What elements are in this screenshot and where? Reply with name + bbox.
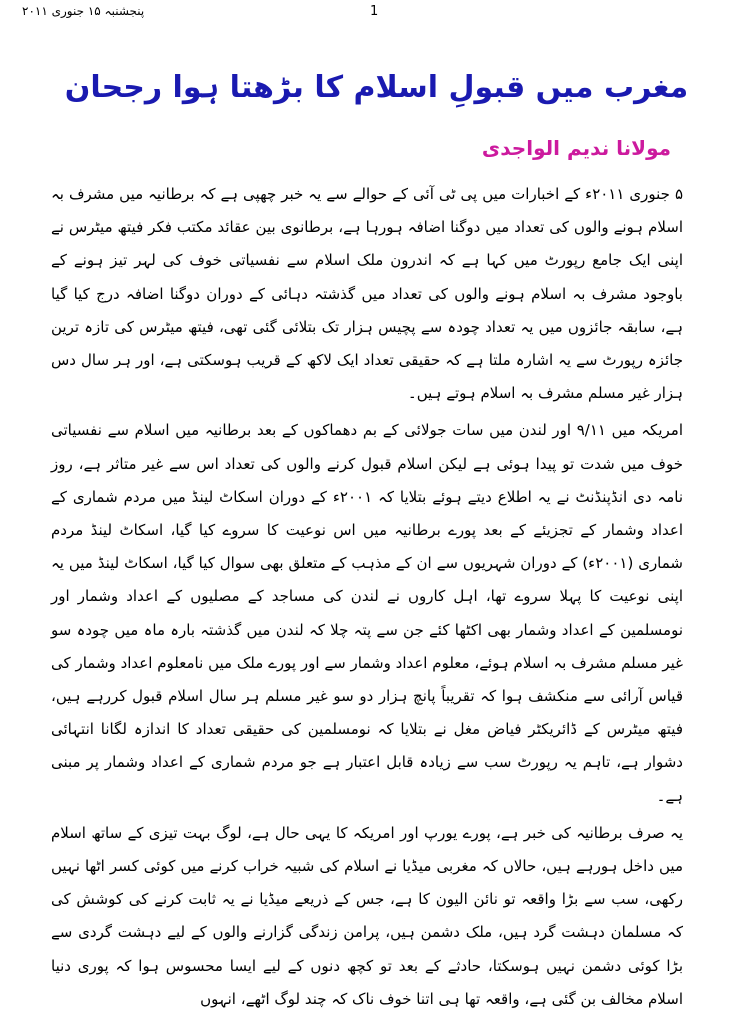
- article-author: مولانا ندیم الواجدی: [481, 136, 671, 160]
- date-stamp: پنجشنبہ ۱۵ جنوری ۲۰۱۱: [22, 4, 145, 18]
- article-title: مغرب میں قبولِ اسلام کا بڑھتا ہوا رجحان: [64, 70, 689, 105]
- page-number: 1: [370, 4, 379, 19]
- paragraph: امریکہ میں ۹/۱۱ اور لندن میں سات جولائی کے بم دھماکوں کے بعد برطانیہ میں اسلام سے نفسیاتی خوف میں شدت تو پیدا ہوئی ہے لیکن اسلام قبول کرنے والوں کی تعداد اس سے غیر متاثر ہے، روز نامہ دی انڈپنڈنٹ نے یہ اطلاع دیتے ہوئے بتلایا کہ ۲۰۰۱ء کے دوران اسکاٹ لینڈ میں مردم شماری کے اعداد وشمار کے تجزیئے کے بعد پورے برطانیہ میں اس نوعیت کا سروے کیا گیا، اسکاٹ لینڈ مردم شماری (۲۰۰۱ء) کے دوران شہریوں سے ان کے مذہب کے متعلق بھی سوال کیا گیا، اسکاٹ لینڈ میں یہ اپنی نوعیت کا پہلا سروے تھا، اہل کاروں نے لندن کی مساجد کے مصلیوں کے اعداد وشمار اور نومسلمین کے اعداد وشمار بھی اکٹھا کئے جن سے پتہ چلا کہ لندن میں گذشتہ بارہ ماہ میں چودہ سو غیر مسلم مشرف بہ اسلام ہوئے، معلوم اعداد وشمار سے اور پورے ملک میں نامعلوم اعداد وشمار کی قیاس آرائی سے منکشف ہوا کہ تقریباً پانچ ہزار دو سو غیر مسلم ہر سال اسلام قبول کررہے ہیں، فیتھ میٹرس کے ڈائریکٹر فیاض مغل نے بتلایا کہ نومسلمین کی حقیقی تعداد کا اندازہ لگانا انتہائی دشوار ہے، تاہم یہ رپورٹ سب سے زیادہ قابل اعتبار ہے جو مردم شماری کے اعداد وشمار پر مبنی ہے۔: [51, 421, 684, 805]
- paragraph: یہ صرف برطانیہ کی خبر ہے، پورے یورپ اور امریکہ کا یہی حال ہے، لوگ بہت تیزی کے ساتھ اسلام میں داخل ہورہے ہیں، حالاں کہ مغربی میڈیا نے اسلام کی شبیہ خراب کرنے میں کوئی کسر اٹھا نہیں رکھی، سب سے بڑا واقعہ تو نائن الیون کا ہے، جس کے ذریعے میڈیا نے یہ ثابت کرنے کی کوشش کی کہ مسلمان دہشت گرد ہیں، ملک دشمن ہیں، پرامن زندگی گزارنے والوں کے لیے دہشت گردی سے بڑا کوئی دشمن نہیں ہوسکتا، حادثے کے بعد تو کچھ دنوں کے لیے ایسا محسوس ہوا کہ پوری دنیا اسلام مخالف بن گئی ہے، واقعہ تھا ہی اتنا خوف ناک کہ چند لوگ اٹھے، انہوں: [51, 823, 683, 1008]
- article-body: [51, 178, 683, 1020]
- paragraph: ۵ جنوری ۲۰۱۱ء کے اخبارات میں پی ٹی آئی کے حوالے سے یہ خبر چھپی ہے کہ برطانیہ میں مشرف بہ اسلام ہونے والوں کی تعداد میں دوگنا اضافہ ہورہا ہے، برطانوی بین عقائد مکتب فکر فیتھ میٹرس نے اپنی ایک جامع رپورٹ میں کہا ہے کہ اندرون ملک اسلام سے نفسیاتی خوف کی لہر تیز ہونے کے باوجود مشرف بہ اسلام ہونے والوں کی تعداد میں گذشتہ دہائی کے دوران دوگنا اضافہ درج کیا گیا ہے، سابقہ جائزوں میں یہ تعداد چودہ سے پچیس ہزار تک بتلائی گئی تھی، فیتھ میٹرس کی تازہ ترین جائزہ رپورٹ سے یہ اشارہ ملتا ہے کہ حقیقی تعداد ایک لاکھ کے قریب ہوسکتی ہے، اور ہر سال دس ہزار غیر مسلم مشرف بہ اسلام ہوتے ہیں۔: [51, 185, 683, 403]
